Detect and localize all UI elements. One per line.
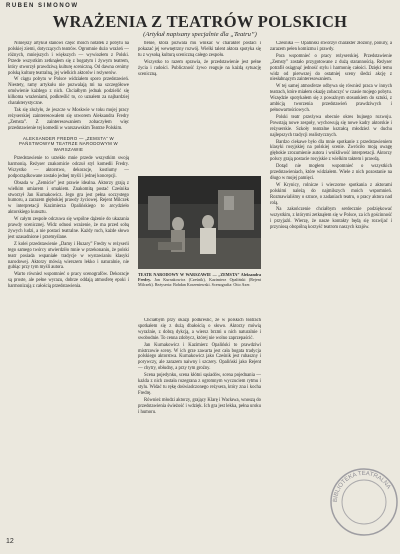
paragraph: Na zakończenie chciałbym serdecznie podziękować wszystkim, z którymi zetknąłem się w Polsce, za ich gościnność i przyjaźń. Wierzę, że nasze kontakty będą się rozwijać i przyniosą obopólną korzyść teatrom naszych krajów.: [270, 207, 392, 231]
paragraph: Polski teatr przeżywa obecnie okres bujnego rozwoju. Powstają nowe zespoły, wychowują się nowe kadry aktorskie i reżyserskie. Szkoły teatralne kształcą młodzież w duchu najlepszych tradycji realistycznych.: [270, 114, 392, 138]
article-title: WRAŻENIA Z TEATRÓW POLSKICH: [52, 12, 348, 31]
library-stamp: [327, 465, 400, 539]
stage-photograph: [138, 176, 261, 269]
paragraph: Warto również wspomnieć o pracy scenografów. Dekoracje są proste, ale pełne wyrazu, dobrze oddają atmosferę epoki i harmonizują z całością przedstawienia.: [8, 272, 129, 290]
paragraph: Również młodzi aktorzy, grający Klarę i Wacława, wnoszą do przedstawienia świeżość i wdzięk. Ich gra jest lekka, pełna uroku i humoru.: [138, 397, 261, 415]
paragraph: Chciałbym przy okazji podkreślić, że w polskich teatrach spotkałem się z dużą dbałością o słowo. Aktorzy mówią wyraźnie, z dobrą dykcją, a wiersz brzmi u nich naturalnie i swobodnie. To cenna zdobycz, której nie wolno zaprzepaścić.: [138, 318, 261, 341]
svg-text:BIBLIOTEKA TEATRALNA: [333, 471, 391, 502]
paragraph: W całym zespole odczuwa się wspólne dążenie do ukazania prawdy scenicznej. Widz odnosi wrażenie, że ma przed sobą żywych ludzi, a nie postaci teatralne. Każdy ruch, każde słowo jest uzasadnione i przemyślane.: [8, 217, 129, 240]
paragraph: tlenie, która pozwala mu wnikać w charakter postaci i pokazać jej wewnętrzny rozwój. Wielki talent aktora spotyka się tu z wysoką kulturą sceniczną całego zespołu.: [138, 41, 261, 58]
paragraph: W Krynicy, rolnicze i wieczorne spotkania z aktorami polskimi należą do najmilszych moich wspomnień. Rozmawialiśmy o sztuce, o zadaniach teatru, o pracy aktora nad rolą.: [270, 182, 392, 206]
paragraph: Bardzo ciekawe było dla mnie spotkanie z przedstawieniem klasyki rosyjskiej na polskiej scenie. Zwróciło moją uwagę głębokie zrozumienie autora i wnikliwość interpretacji. Aktorzy polscy grają postacie rosyjskie z wielkim taktem i prawdą.: [270, 139, 392, 163]
paragraph: Dotąd nie mogłem wspomnieć o wszystkich przedstawieniach, które widziałem. Wiele z nich pozostanie na długo w mojej pamięci.: [270, 164, 392, 181]
paragraph: Tak się złożyło, że jeszcze w Moskwie w toku mojej pracy reżyserskiej zainteresowałem się utworem Aleksandra Fredry „Zemsta”. Z zainteresowaniem zobaczyłem więc przedstawienie tej komedii w warszawskim Teatrze Polskim.: [8, 107, 129, 131]
stamp-text: BIBLIOTEKA TEATRALNA: [332, 470, 392, 503]
paragraph: W tej samej atmosferze odbywa się również praca w innych teatrach, które miałem okazję zobaczyć w czasie mojego pobytu. Wszędzie spotykałem się z poważnym stosunkiem do sztuki, z ambicją tworzenia przedstawień prawdziwych i pełnowartościowych.: [270, 84, 392, 113]
paragraph: Przedstawienie to urzekło mnie przede wszystkim swoją harmonią. Reżyser znakomicie odczuł styl komedii Fredry. Wszystko — aktorstwo, dekoracje, kostiumy — podporządkowane zostało jednej myśli i jednej koncepcji.: [8, 156, 129, 179]
paragraph: W ciągu pobytu w Polsce widziałem sporo przedstawień. Niestety, ramy artykułu nie pozwalają mi na szczegółowe omówienie każdego z nich. Chciałbym jednak podzielić się kilkoma wrażeniami, podkreślić to, co uznałem za najbardziej charakterystyczne.: [8, 77, 129, 107]
paragraph: Cześnika — Opaliński stworzył charakter złożony, ponury, a zarazem pełen komizmu i prawdy.: [270, 41, 392, 52]
photo-caption: [138, 272, 261, 287]
text-column-1: [8, 41, 129, 536]
paragraph: Pora wspomnieć o pracy reżyserskiej. Przedstawienie „Zemsty” zostało przygotowane z dużą starannością. Reżyser potrafił osiągnąć jedność stylu i harmonię całości. Dzięki temu widz od pierwszej do ostatniej sceny śledzi akcję z niesłabnącym zainteresowaniem.: [270, 53, 392, 83]
paragraph: Obsada w „Zemście” jest prawie idealna. Aktorzy grają z wielkim umiarem i smakiem. Znakomitą postać Cześnika stworzył Jan Kurnakowicz. Jego gra jest pełna soczystego humoru, a zarazem głębokiej prawdy życiowej. Rejent Milczek w interpretacji Kazimierza Opalińskiego to arcydzieło aktorskiego kunsztu.: [8, 180, 129, 216]
running-head: RUBEN SIMONOW: [6, 3, 79, 9]
section-heading: ALEKSANDER FREDRO — „ZEMSTA” W PAŃSTWOWYM TEATRZE NARODOWYM W WARSZAWIE: [18, 135, 118, 152]
text-column-3: [270, 41, 392, 536]
text-column-2-bottom: [138, 318, 261, 543]
paragraph: Jan Kurnakowicz i Kazimierz Opaliński to prawdziwi mistrzowie sceny. W ich grze zawarta jest cała bogata tradycja polskiego aktorstwa. Kurnakowicz jako Cześnik jest rubaszny i porywczy, ale zarazem naiwny i szczery. Opaliński jako Rejent — chytry, obłudny, a przy tym groźny.: [138, 342, 261, 372]
paragraph: Niniejszy artykuł stanowi część moich notatek z pobytu na polskiej ziemi, dotyczących teatrów. Ogromnie dużo wrażeń — różnych, mniejszych i większych — wywiozłem z Polski. Przede wszystkim zetknąłem się z bogatym i żywym teatrem, który stworzył prawdziwą kulturę sceniczną. Od dawna cenimy polską kulturę teatralną, jej wielkich aktorów i reżyserów.: [8, 41, 129, 76]
paragraph: Wszystko to razem sprawia, że przedstawienie jest pełne życia i radości. Publiczność żywo reaguje na każdą sytuację sceniczną.: [138, 59, 261, 77]
caption-heading: TEATR NARODOWY W WARSZAWIE — „ZEMSTA” Aleksandra Fredry.: [138, 272, 261, 282]
page-number: 12: [6, 538, 14, 545]
article-subtitle: (Artykuł napisany specjalnie dla „Teatru”): [143, 31, 257, 38]
paragraph: Z kolei przedstawienie „Damy i Huzary” Fredry w reżyserii tego samego twórcy utwierdziło mnie w przekonaniu, że polski teatr posiada wspaniałe tradycje w wystawianiu klasyki narodowej. Aktorzy mówią wierszem lekko i naturalnie, nie gubiąc przy tym myśli autora.: [8, 241, 129, 271]
paragraph: Scena pojedynku, scena kłótni sąsiadów, scena pojednania — każda z nich została rozegrana z ogromnym wyczuciem rytmu i stylu. Widać tu rękę doświadczonego reżysera, który zna i kocha Fredrę.: [138, 373, 261, 396]
caption-text: Jan Kurnakowicz (Cześnik), Kazimierz Opaliński (Rejent Milczek). Reżyseria: Bohdan Korzeniewski. Scenografia: Otto Axer.: [138, 277, 261, 287]
text-column-2-top: [138, 41, 261, 171]
